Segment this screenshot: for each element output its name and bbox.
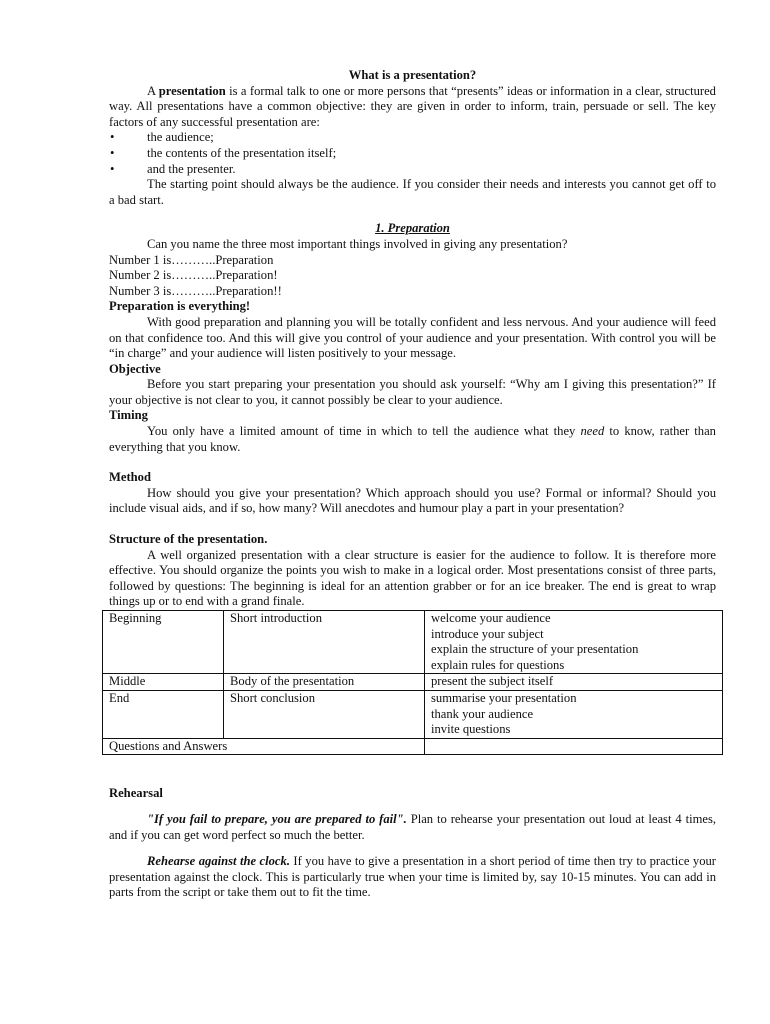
table-cell-desc: Short conclusion — [224, 690, 425, 738]
number-line: Number 1 is………..Preparation — [109, 252, 274, 267]
table-row — [103, 611, 723, 674]
method-heading: Method — [109, 470, 151, 485]
list-item-text: the contents of the presentation itself; — [147, 145, 337, 160]
timing-emphasis: need — [580, 424, 605, 439]
method-text: How should you give your presentation? Which approach should you use? Formal or informal? Should you include visual aids, and if so, how many? Will anecdotes and humour play a part in your presentation? — [109, 485, 716, 516]
list-item-text: and the presenter. — [147, 161, 236, 176]
table-row — [103, 738, 723, 755]
rehearsal-text-2: If you have to give a presentation in a short period of time then try to practice your presentation against the clock. This is particularly true when your time is limited by, say 10-15 minutes. You can add in parts from the script or take them out to fit the time. — [109, 854, 716, 900]
intro-bold-term: presentation — [158, 83, 226, 98]
number-line: Number 2 is………..Preparation! — [109, 268, 278, 283]
number-line: Number 3 is………..Preparation!! — [109, 283, 282, 298]
table-cell-part: Beginning — [103, 611, 224, 674]
table-item: thank your audience — [431, 706, 534, 721]
everything-heading: Preparation is everything! — [109, 299, 251, 314]
bullet-icon: • — [110, 130, 115, 145]
table-cell-desc: Short introduction — [224, 611, 425, 674]
page-title: What is a presentation? — [348, 68, 477, 82]
structure-text: A well organized presentation with a clear structure is easier for the audience to follow. It is therefore more effective. You should organize the points you wish to make in a logical order. Most presentations consist of three parts, followed by questions: The beginning is ideal for an attention grabber or for an ice breaker. The end is great to wrap things up or to end with a grand finale. — [109, 547, 716, 609]
table-cell-part: Middle — [103, 674, 224, 691]
rehearsal-clock-lead: Rehearse against the clock. — [147, 854, 290, 869]
intro-closing: The starting point should always be the audience. If you consider their needs and interests you cannot get off to a bad start. — [109, 177, 716, 207]
timing-heading: Timing — [109, 408, 148, 423]
table-item: explain rules for questions — [431, 657, 565, 672]
list-item-text: the audience; — [147, 130, 214, 145]
bullet-icon: • — [110, 145, 115, 160]
everything-text: With good preparation and planning you will be totally confident and less nervous. And your audience will feed on that confidence too. And this will give you control of your audience and your presentation. With control you will be “in charge” and your audience will listen positively to your message. — [109, 314, 716, 361]
table-cell-items — [425, 690, 723, 738]
bullet-icon: • — [110, 161, 115, 176]
objective-text: Before you start preparing your presentation you should ask yourself: “Why am I giving this presentation?” If your objective is not clear to you, it cannot possibly be clear to your audience. — [109, 377, 716, 407]
table-cell-empty — [425, 738, 723, 755]
key-factors-list — [109, 130, 716, 177]
structure-table — [102, 610, 723, 755]
table-cell-part: End — [103, 690, 224, 738]
table-item: welcome your audience — [431, 611, 551, 625]
timing-text — [109, 424, 716, 455]
list-item — [109, 146, 716, 162]
list-item — [109, 130, 716, 146]
table-row — [103, 690, 723, 738]
rehearsal-heading: Rehearsal — [109, 786, 163, 801]
table-item: explain the structure of your presentation — [431, 642, 639, 657]
table-cell-questions: Questions and Answers — [103, 738, 425, 755]
intro-paragraph — [109, 84, 716, 131]
table-cell-items — [425, 611, 723, 674]
list-item — [109, 162, 716, 178]
document-page — [109, 68, 716, 901]
timing-pre: You only have a limited amount of time in which to tell the audience what they — [147, 424, 581, 439]
intro-post: is a formal talk to one or more persons that “presents” ideas or information in a clear, structured way. All presentations have a common objective: they are given in order to inform, train, persuade or sell. The key factors of any successful presentation are: — [109, 83, 716, 129]
preparation-heading: 1. Preparation — [375, 221, 450, 236]
table-cell-items — [425, 674, 723, 691]
intro-pre: A — [147, 83, 159, 98]
table-row — [103, 674, 723, 691]
timing-post: to know, rather than everything that you know. — [109, 424, 716, 454]
rehearsal-paragraph-1 — [109, 812, 716, 843]
rehearsal-quote: "If you fail to prepare, you are prepared to fail". — [147, 811, 407, 826]
table-item: present the subject itself — [431, 674, 554, 689]
table-item: invite questions — [431, 722, 511, 737]
table-item: introduce your subject — [431, 626, 544, 641]
structure-heading: Structure of the presentation. — [109, 532, 268, 547]
objective-heading: Objective — [109, 361, 161, 376]
table-item: summarise your presentation — [431, 690, 577, 705]
preparation-question: Can you name the three most important things involved in giving any presentation? — [147, 236, 568, 251]
rehearsal-text-1: Plan to rehearse your presentation out loud at least 4 times, and if you can get word perfect so much the better. — [109, 811, 717, 842]
rehearsal-paragraph-2 — [109, 854, 716, 901]
table-cell-desc: Body of the presentation — [224, 674, 425, 691]
